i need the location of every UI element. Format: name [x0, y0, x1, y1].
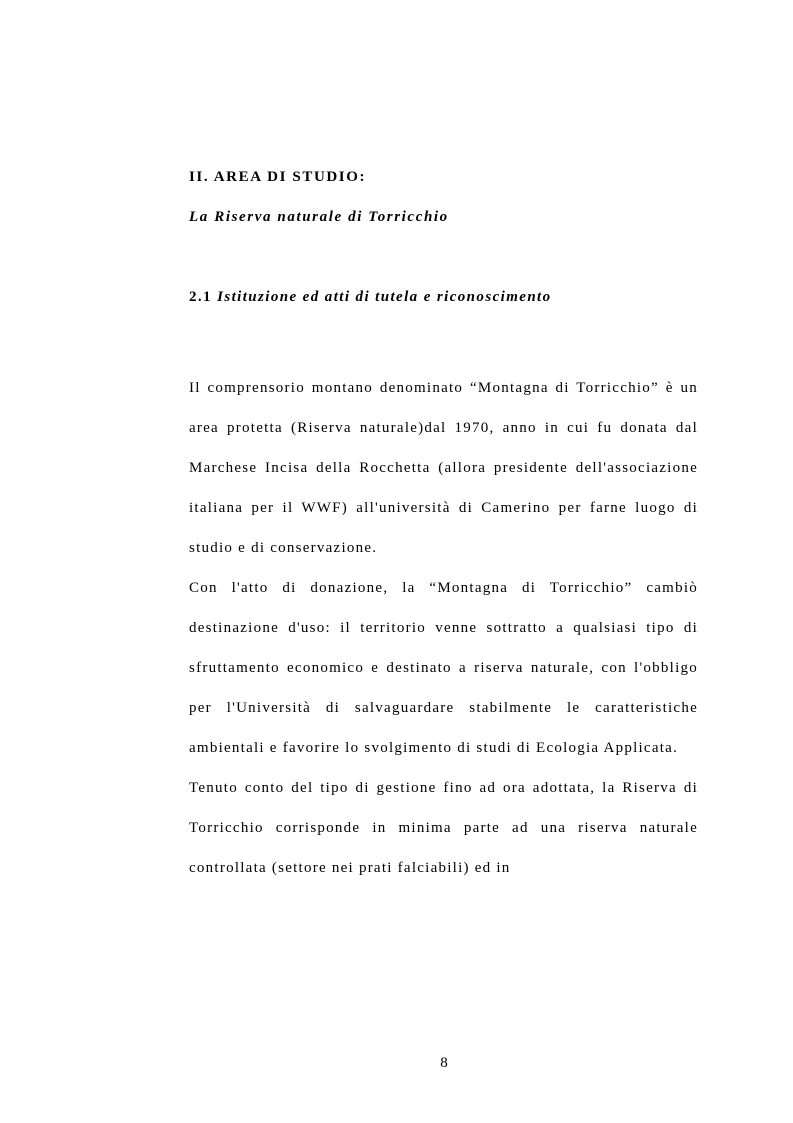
chapter-title: II. AREA DI STUDIO: [189, 169, 367, 185]
paragraph-3: Tenuto conto del tipo di gestione fino ad ora adottata, la Riserva di Torricchio corrisponde in minima parte ad una riserva naturale controllata (settore nei prati falciabili) ed in [189, 780, 698, 876]
body-text [189, 368, 698, 888]
chapter-subtitle: La Riserva naturale di Torricchio [189, 209, 449, 225]
section-heading [189, 289, 552, 306]
page-number: 8 [440, 1055, 448, 1071]
paragraph-1: Il comprensorio montano denominato “Montagna di Torricchio” è un area protetta (Riserva naturale)dal 1970, anno in cui fu donata dal Marchese Incisa della Rocchetta (allora presidente dell'associazione italiana per il WWF) all'università di Camerino per farne luogo di studio e di conservazione. [189, 380, 698, 556]
section-number: 2.1 [189, 289, 212, 305]
paragraph-2: Con l'atto di donazione, la “Montagna di Torricchio” cambiò destinazione d'uso: il territorio venne sottratto a qualsiasi tipo di sfruttamento economico e destinato a riserva naturale, con l'obbligo per l'Università di salvaguardare stabilmente le caratteristiche ambientali e favorire lo svolgimento di studi di Ecologia Applicata. [189, 580, 698, 756]
section-title: Istituzione ed atti di tutela e riconoscimento [217, 289, 552, 305]
